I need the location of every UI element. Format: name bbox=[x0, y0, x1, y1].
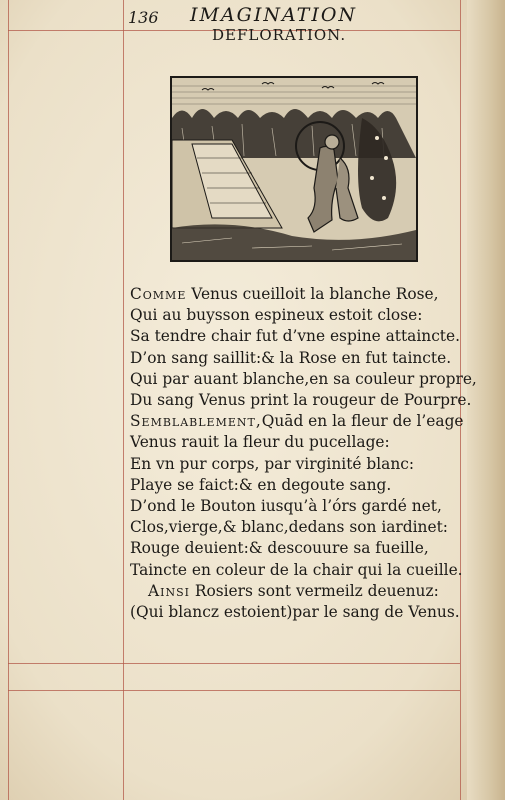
poem-line: D’ond le Bouton iusqu’à l’órs gardé net, bbox=[130, 497, 442, 516]
outer-left-rule bbox=[8, 0, 9, 800]
poem-line: Taincte en coleur de la chair qui la cueille. bbox=[130, 560, 463, 579]
poem-line: Du sang Venus print la rougeur de Pourpre. bbox=[130, 391, 472, 410]
poem-line: D’on sang saillit:& la Rose en fut taincte. bbox=[130, 348, 452, 367]
bottom-rule-2 bbox=[8, 690, 460, 691]
bottom-rule-1 bbox=[8, 663, 460, 664]
poem-line: Playe se faict:& en degoute sang. bbox=[130, 475, 392, 494]
poem-line: En vn pur corps, par virginité blanc: bbox=[130, 454, 415, 473]
poem-line: Rouge deuient:& descouure sa fueille, bbox=[130, 539, 429, 558]
poem-line: Clos,vierge,& blanc,dedans son iardinet: bbox=[130, 518, 448, 537]
poem-line: (Qui blancz estoient)par le sang de Venus. bbox=[130, 603, 460, 622]
poem bbox=[130, 284, 480, 623]
woodcut-venus-rose-garden-icon bbox=[172, 78, 416, 260]
poem-line: Sa tendre chair fut d’vne espine attaincte. bbox=[130, 327, 460, 346]
poem-line: Semblablement,Quād en la fleur de l’eage bbox=[130, 412, 464, 431]
running-title: IMAGINATION bbox=[190, 4, 358, 26]
poem-line: Venus rauit la fleur du pucellage: bbox=[130, 433, 390, 452]
poem-line: Qui au buysson espineux estoit close: bbox=[130, 306, 423, 325]
poem-line: Comme Venus cueilloit la blanche Rose, bbox=[130, 285, 439, 303]
poem-line: Qui par auant blanche,en sa couleur propre, bbox=[130, 369, 477, 388]
poem-line: Ainsi Rosiers sont vermeilz deuenuz: bbox=[148, 581, 439, 600]
left-margin-rule bbox=[123, 0, 124, 800]
page-number: 136 bbox=[128, 8, 159, 27]
woodcut-illustration bbox=[170, 76, 418, 262]
section-title: DEFLORATION. bbox=[212, 26, 347, 44]
